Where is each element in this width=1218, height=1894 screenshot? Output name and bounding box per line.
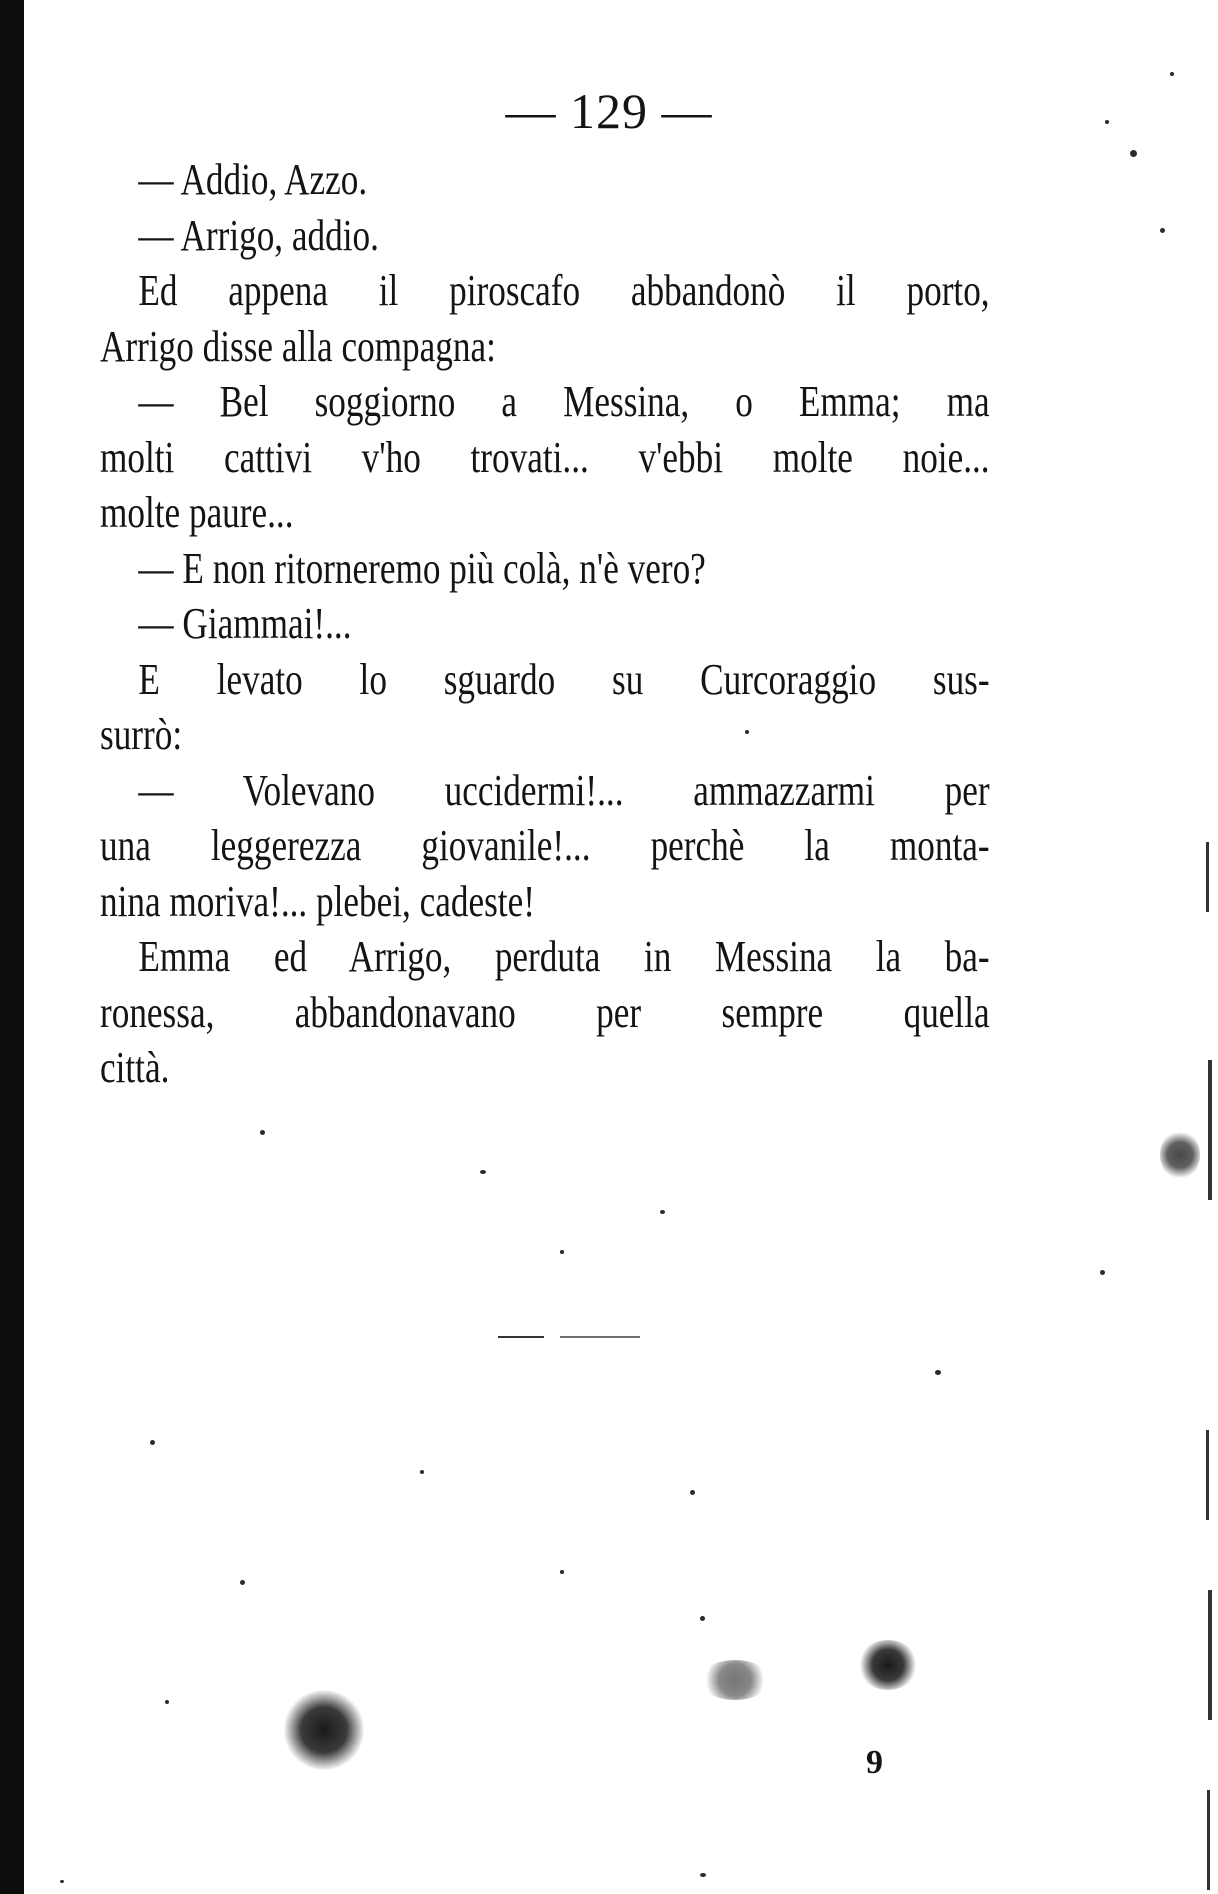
scan-speck xyxy=(1170,72,1174,76)
text-line: — E non ritorneremo più colà, n'è vero? xyxy=(138,543,706,593)
body-text xyxy=(100,152,990,1096)
ink-blot xyxy=(858,1640,918,1690)
scan-speck xyxy=(1100,1270,1105,1275)
edge-mark xyxy=(1208,1060,1212,1200)
text-line: città. xyxy=(100,1043,170,1092)
scan-speck xyxy=(480,1170,486,1174)
scan-speck xyxy=(935,1370,941,1375)
scan-speck xyxy=(60,1880,64,1883)
signature-mark: 9 xyxy=(866,1744,883,1781)
text-line: — Bel soggiorno a Messina, o Emma; ma xyxy=(138,377,990,426)
text-line: Ed appena il piroscafo abbandonò il porto, xyxy=(138,266,990,315)
scan-speck xyxy=(560,1250,564,1254)
scan-speck xyxy=(660,1210,665,1214)
scan-speck xyxy=(560,1570,564,1574)
text-line: ronessa, abbandonavano per sempre quella xyxy=(100,987,990,1037)
text-line: molte paure... xyxy=(100,488,294,537)
ink-blot xyxy=(1160,1130,1200,1180)
text-line: — Addio, Azzo. xyxy=(138,155,368,204)
text-line: Emma ed Arrigo, perduta in Messina la ba- xyxy=(138,932,990,981)
scan-speck xyxy=(1130,150,1137,157)
edge-mark xyxy=(560,1336,640,1338)
edge-mark xyxy=(1206,1430,1209,1520)
page-edge-shadow xyxy=(0,0,24,1894)
scan-speck xyxy=(745,730,749,734)
text-line: una leggerezza giovanile!... perchè la monta- xyxy=(100,821,990,870)
ink-blot xyxy=(700,1660,770,1700)
scan-speck xyxy=(1105,120,1109,124)
ink-blot xyxy=(284,1690,364,1770)
edge-mark xyxy=(1207,1790,1210,1890)
text-line: surrò: xyxy=(100,710,183,759)
text-line: — Arrigo, addio. xyxy=(138,210,379,260)
scan-speck xyxy=(420,1470,424,1474)
scan-speck xyxy=(260,1130,265,1135)
edge-mark xyxy=(498,1336,544,1338)
text-line: molti cattivi v'ho trovati... v'ebbi molte noie... xyxy=(100,432,990,482)
text-line: E levato lo sguardo su Curcoraggio sus- xyxy=(138,654,990,704)
scan-speck xyxy=(240,1580,245,1585)
page-number: — 129 — xyxy=(505,83,713,139)
text-line: — Volevano uccidermi!... ammazzarmi per xyxy=(138,765,990,815)
text-line: — Giammai!... xyxy=(138,599,352,648)
text-line: nina moriva!... plebei, cadeste! xyxy=(100,876,535,926)
scan-speck xyxy=(700,1873,706,1877)
edge-mark xyxy=(1208,1590,1212,1720)
edge-mark xyxy=(1206,842,1209,912)
scan-speck xyxy=(150,1440,155,1445)
text-line: Arrigo disse alla compagna: xyxy=(100,321,496,371)
scan-speck xyxy=(700,1616,705,1621)
scan-speck xyxy=(1160,228,1165,233)
scan-speck xyxy=(690,1490,695,1495)
scan-speck xyxy=(165,1700,169,1704)
